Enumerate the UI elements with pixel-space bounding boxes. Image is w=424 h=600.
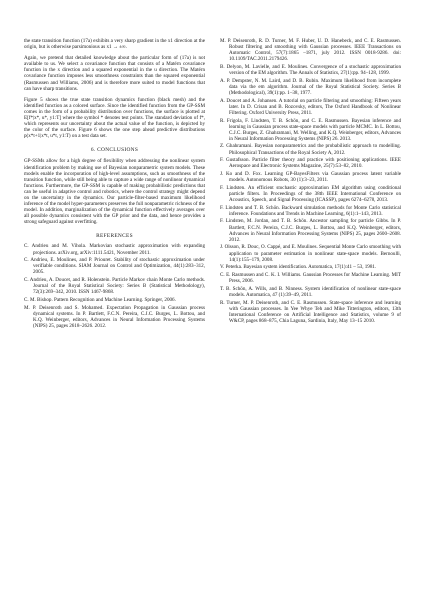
reference-item: Z. Ghahramani. Bayesian nonparametrics and the probabilistic approach to modelling. Philosophical Transactions of the Royal Society A, 2012. bbox=[220, 143, 401, 156]
paragraph-conclusions: GP-SSMs allow for a high degree of flexibility when addressing the nonlinear system identification problem by making use of Bayesian nonparametric system models. These models enable the incorporation of high-level assumptions, such as smoothness of the transition function, while still being able to capture a wide range of nonlinear dynamical functions. Furthermore, the GP-SSM is capable of making probabilistic predictions that can be useful in adaptive control and robotics, where the control strategy might depend on the uncertainty in the dynamics. Our particle-filter-based maximum likelihood inference of the model hyper-parameters preserves the full nonparametric richness of the model. In addition, marginalization of the dynamical function effectively averages over all possible dynamics consistent with the GP prior and the data, and hence provides a strong safeguard against overfitting. bbox=[24, 158, 205, 226]
reference-item: T. B. Schön, A. Wills, and B. Ninness. System identification of nonlinear state-space models. Automatica, 47 (1):39–49, 2011. bbox=[220, 285, 401, 298]
section-heading-conclusions: 6. CONCLUSIONS bbox=[90, 147, 139, 154]
reference-item: R. Turner, M. P. Deisenroth, and C. E. Rasmussen. State-space inference and learning with Gaussian processes. In Yee Whye Teh and Mike Titterington, editors, 13th International Conference on Artificial Intelligence and Statistics, volume 9 of W&CP, pages 868–875, Chia Laguna, Sardinia, Italy, May 13–15 2010. bbox=[220, 299, 401, 324]
reference-item: J. Ko and D. Fox. Learning GP-BayesFilters via Gaussian process latent variable models. Autonomous Robots, 30 (1):3–23, 2011. bbox=[220, 171, 401, 184]
reference-item: B. Delyon, M. Lavielle, and E. Moulines. Convergence of a stochastic approximation version of the EM algorithm. The Annals of Statistics, 27(1):pp. 94–128, 1999. bbox=[220, 63, 401, 77]
right-column bbox=[220, 38, 401, 326]
reference-item: A. Doucet and A. Johansen. A tutorial on particle filtering and smoothing: Fifteen years later. In D. Crisan and B. Rozovsky, editors, The Oxford Handbook of Nonlinear Filtering. Oxford University Press, 2011. bbox=[220, 97, 401, 116]
references-heading: REFERENCES bbox=[96, 233, 133, 240]
reference-item: F. Lindsten, M. Jordan, and T. B. Schön. Ancestor sampling for particle Gibbs. In P. Bartlett, F.C.N. Pereira, C.J.C. Burges, L. Bottou, and K.Q. Weinberger, editors, Advances in Neural Information Processing Systems (NIPS) 25, pages 2600–2608. 2012. bbox=[220, 218, 401, 243]
reference-item: F. Lindsten and T. B. Schön. Backward simulation methods for Monte Carlo statistical inference. Foundations and Trends in Machine Learning, 6(1):1–143, 2013. bbox=[220, 204, 401, 217]
reference-item: A. P. Dempster, N. M. Laird, and D. B. Rubin. Maximum likelihood from incomplete data via the em algorithm. Journal of the Royal Statistical Society. Series B (Methodological), 39(1):pp. 1–38, 1977. bbox=[220, 77, 401, 96]
left-column bbox=[24, 38, 205, 331]
reference-item: J. Olsson, R. Douc, O. Cappé, and E. Moulines. Sequential Monte Carlo smoothing with application to parameter estimation in nonlinear state-space models. Bernoulli, 14(1):155–179, 2008. bbox=[220, 244, 401, 263]
reference-item: F. Lindsten. An efficient stochastic approximation EM algorithm using conditional particle filters. In Proceedings of the 38th IEEE International Conference on Acoustics, Speech, and Signal Processing (ICASSP), pages 6274–6278, 2013. bbox=[220, 184, 401, 203]
paragraph-covariance: Again, we pretend that detailed knowledge about the particular form of (17a) is not available to us. We select a covariance function that consists of a Matérn covariance function in the x direction and a squared exponential in the u direction. The Matérn covariance function imposes less smoothness constraints than the squared exponential (Rasmussen and Williams, 2006) and is therefore more suited to model functions that can have sharp transitions. bbox=[24, 55, 205, 92]
reference-list-left bbox=[24, 243, 205, 329]
reference-item: C. M. Bishop. Pattern Recognition and Machine Learning. Springer, 2006. bbox=[24, 296, 176, 303]
reference-list-right bbox=[220, 38, 401, 324]
reference-item: M. P. Deisenroth, R. D. Turner, M. F. Huber, U. D. Hanebeck, and C. E. Rasmussen. Robust filtering and smoothing with Gaussian processes. IEEE Transactions on Automatic Control, 57(7):1865 –1871, july 2012. ISSN 0018-9286. doi: 10.1109/TAC.2011.2179426. bbox=[220, 38, 401, 63]
reference-item: C. Andrieu, E. Moulines, and P. Priouret. Stability of stochastic approximation under verifiable conditions. SIAM Journal on Control and Optimization, 44(1):283–312, 2005. bbox=[24, 257, 205, 276]
reference-item: F. Gustafsson. Particle filter theory and practice with positioning applications. IEEE Aerospace and Electronic Systems Magazine, 25(7):53–82, 2010. bbox=[220, 157, 401, 170]
reference-item: R. Frigola, F. Lindsten, T. B. Schön, and C. E. Rasmussen. Bayesian inference and learning in Gaussian process state-space models with particle MCMC. In L. Bottou, C.J.C. Burges, Z. Ghahramani, M. Welling, and K.Q. Weinberger, editors, Advances in Neural Information Processing Systems (NIPS) 26. 2013. bbox=[220, 117, 401, 142]
reference-item: M. P. Deisenroth and S. Mohamed. Expectation Propagation in Gaussian process dynamical systems. In P. Bartlett, F.C.N. Pereira, C.J.C. Burges, L. Bottou, and K.Q. Weinberger, editors, Advances in Neural Information Processing Systems (NIPS) 25, pages 2618–2626. 2012. bbox=[24, 304, 205, 329]
reference-item: C. Andrieu, A. Doucet, and R. Holenstein. Particle Markov chain Monte Carlo methods. Journal of the Royal Statistical Society: Series B (Statistical Methodology), 72(3):269–342, 2010. ISSN 1467-9868. bbox=[24, 277, 205, 296]
reference-item: C. E. Rasmussen and C. K. I. Williams. Gaussian Processes for Machine Learning. MIT Press, 2006. bbox=[220, 272, 401, 285]
reference-item: V. Peterka. Bayesian system identification. Automatica, 17(1):41 – 53, 1981. bbox=[220, 264, 377, 271]
paragraph-state-transition: the state transition function (17a) exhibits a very sharp gradient in the x1 direction at the origin, but is otherwise parsimonious as x1 → ±∞. bbox=[24, 38, 205, 51]
paragraph-figure-description: Figure 5 shows the true state transition dynamics function (black mesh) and the identified function as a colored surface. Since the identified function from the GP-SSM comes in the form of a probability distribution over functions, the surface is plotted at E[f*|x*, u*, y1:T] where the symbol * denotes test points. The standard deviation of f*, which represents our uncertainty about the actual value of the function, is depicted by the color of the surface. Figure 6 shows the one step ahead predictive distributions p(x*t+1|x*t, u*t, y1:T) on a test data set. bbox=[24, 96, 205, 140]
reference-item: C. Andrieu and M. Vihola. Markovian stochastic approximation with expanding projections. arXiv.org, arXiv:1111.5421, November 2011. bbox=[24, 243, 205, 256]
